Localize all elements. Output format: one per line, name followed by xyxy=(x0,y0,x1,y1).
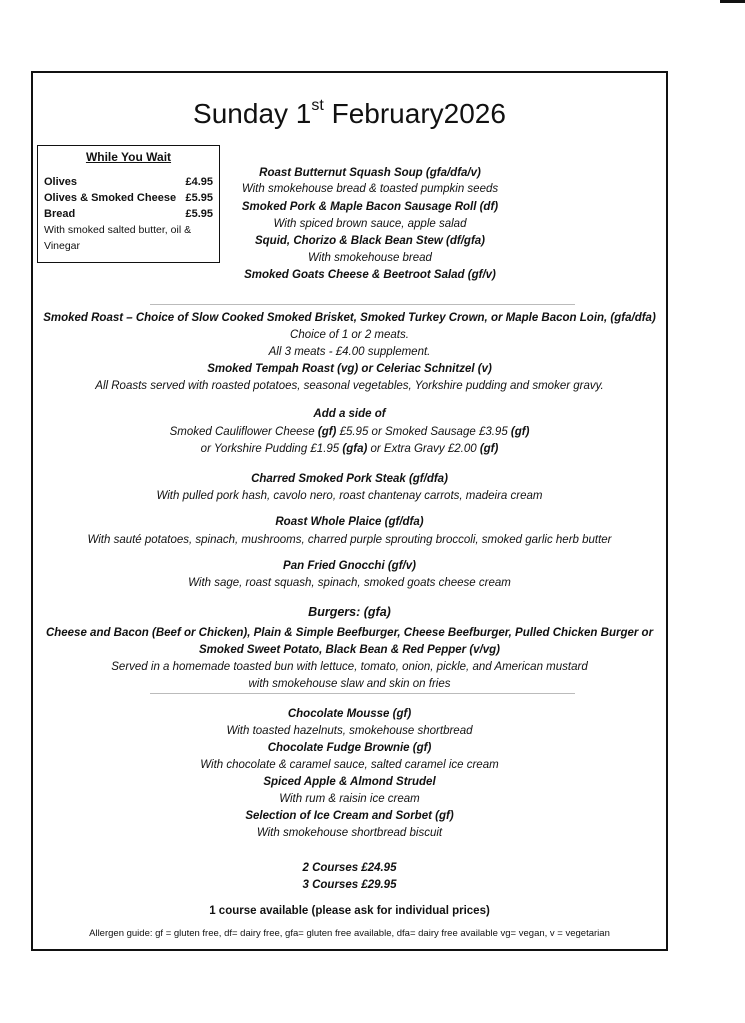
while-you-wait-heading: While You Wait xyxy=(85,150,172,164)
starter-desc: With smokehouse bread & toasted pumpkin seeds xyxy=(241,183,499,195)
main-name: Charred Smoked Pork Steak (gf/dfa) xyxy=(251,473,448,485)
burgers-line-1: Cheese and Bacon (Beef or Chicken), Plain & Simple Beefburger, Cheese Beefburger, Pulled Chicken Burger or xyxy=(45,627,654,639)
burgers-served-1: Served in a homemade toasted bun with lettuce, tomato, onion, pickle, and American mustard xyxy=(111,661,588,673)
starter-name: Smoked Goats Cheese & Beetroot Salad (gf/v) xyxy=(244,269,496,281)
dessert-desc: With smokehouse shortbread biscuit xyxy=(256,827,443,839)
dessert-name: Chocolate Mousse (gf) xyxy=(287,708,412,720)
starter-desc: With smokehouse bread xyxy=(308,252,432,264)
price-two-courses: 2 Courses £24.95 xyxy=(302,862,397,874)
burgers-line-2: Smoked Sweet Potato, Black Bean & Red Pepper (v/vg) xyxy=(199,644,500,656)
main-desc: With pulled pork hash, cavolo nero, roast chantenay carrots, madeira cream xyxy=(156,490,543,502)
roast-supplement: All 3 meats - £4.00 supplement. xyxy=(268,346,431,358)
wait-item-bread: Bread £5.95 xyxy=(44,208,213,220)
main-desc: With sauté potatoes, spinach, mushrooms, charred purple sprouting broccoli, smoked garlic herb butter xyxy=(87,534,612,546)
starter-desc: With spiced brown sauce, apple salad xyxy=(273,218,467,230)
starter-name: Squid, Chorizo & Black Bean Stew (df/gfa) xyxy=(254,235,486,247)
starter-name: Roast Butternut Squash Soup (gfa/dfa/v) xyxy=(259,167,481,179)
allergen-guide: Allergen guide: gf = gluten free, df= dairy free, gfa= gluten free available, dfa= dairy free available vg= vegan, v = vegetarian xyxy=(89,928,610,939)
dessert-desc: With rum & raisin ice cream xyxy=(279,793,420,805)
wait-item-olives-cheese: Olives & Smoked Cheese £5.95 xyxy=(44,192,213,204)
roast-choice: Choice of 1 or 2 meats. xyxy=(290,329,409,341)
roast-title: Smoked Roast – Choice of Slow Cooked Smoked Brisket, Smoked Turkey Crown, or Maple Bacon Loin, (gfa/dfa) xyxy=(43,312,656,324)
dessert-name: Selection of Ice Cream and Sorbet (gf) xyxy=(245,810,454,822)
dessert-name: Spiced Apple & Almond Strudel xyxy=(263,776,436,788)
one-course-note: 1 course available (please ask for individual prices) xyxy=(209,905,490,917)
page-title: Sunday 1st February2026 xyxy=(193,96,506,129)
dessert-name: Chocolate Fudge Brownie (gf) xyxy=(267,742,432,754)
sides-line-1: Smoked Cauliflower Cheese (gf) £5.95 or Smoked Sausage £3.95 (gf) xyxy=(169,426,530,438)
burgers-heading: Burgers: (gfa) xyxy=(308,605,391,619)
sides-line-2: or Yorkshire Pudding £1.95 (gfa) or Extra Gravy £2.00 (gf) xyxy=(200,443,499,455)
wait-item-olives: Olives £4.95 xyxy=(44,176,213,188)
starter-name: Smoked Pork & Maple Bacon Sausage Roll (df) xyxy=(241,201,499,213)
divider xyxy=(150,693,575,694)
main-desc: With sage, roast squash, spinach, smoked goats cheese cream xyxy=(188,577,511,589)
main-name: Pan Fried Gnocchi (gf/v) xyxy=(283,560,416,572)
roast-served: All Roasts served with roasted potatoes, seasonal vegetables, Yorkshire pudding and smoker gravy. xyxy=(95,380,604,392)
price-three-courses: 3 Courses £29.95 xyxy=(302,879,397,891)
dessert-desc: With toasted hazelnuts, smokehouse shortbread xyxy=(226,725,473,737)
dessert-desc: With chocolate & caramel sauce, salted caramel ice cream xyxy=(200,759,499,771)
scan-edge-mark xyxy=(720,0,745,3)
divider xyxy=(150,304,575,305)
sides-heading: Add a side of xyxy=(313,408,386,420)
main-name: Roast Whole Plaice (gf/dfa) xyxy=(275,516,424,528)
roast-veg: Smoked Tempah Roast (vg) or Celeriac Schnitzel (v) xyxy=(207,363,492,375)
burgers-served-2: with smokehouse slaw and skin on fries xyxy=(248,678,451,690)
bread-note: With smoked salted butter, oil & Vinegar xyxy=(44,224,192,252)
